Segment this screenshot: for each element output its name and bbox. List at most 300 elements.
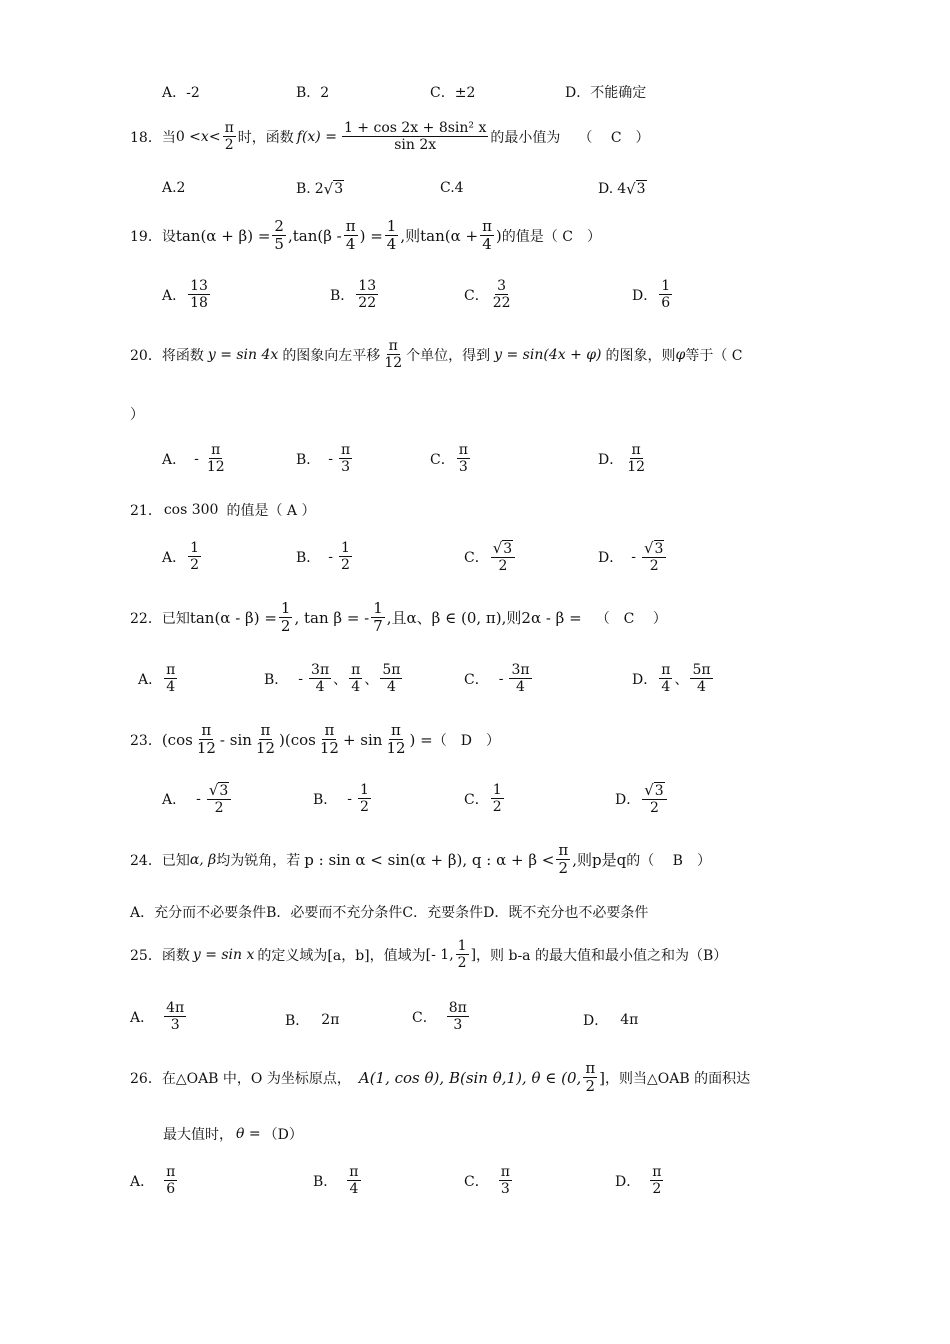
q19-b-label: B． xyxy=(330,287,355,304)
q26-c-frac xyxy=(499,1164,512,1197)
q20-c-d: 3 xyxy=(458,459,468,476)
q19-expr-3: ) = xyxy=(359,226,383,245)
q22-d-frac-2 xyxy=(690,662,712,695)
q18-text: 当 xyxy=(161,129,176,146)
q23-d-label: D． xyxy=(615,792,641,809)
q19-expr-1: tan(α + β) = xyxy=(175,226,271,245)
q24-expr-3: ,则p是q xyxy=(572,851,627,870)
q22-c-frac xyxy=(509,662,531,695)
q21-option-d xyxy=(598,540,668,574)
q20-c-frac xyxy=(457,442,470,475)
q21-a-n: 1 xyxy=(190,540,200,556)
q22-options xyxy=(0,662,950,702)
q19-f2d: 4 xyxy=(386,235,397,254)
q20-option-d xyxy=(598,442,649,475)
q26-d-d: 2 xyxy=(652,1181,662,1198)
q19-frac-2-5 xyxy=(272,218,286,254)
q26-a-d: 6 xyxy=(166,1181,176,1198)
q23-frac-4 xyxy=(384,722,407,758)
q22-b-sep-1: 、 xyxy=(333,671,348,688)
q19-option-b xyxy=(330,278,380,311)
q20-fn: π xyxy=(388,338,398,354)
q23-part-4: + sin xyxy=(342,730,383,749)
q25-expr-2: [- 1, xyxy=(425,946,454,963)
q25-expr-1: y = sin x xyxy=(192,946,255,963)
q20-phi: φ xyxy=(675,346,686,363)
q25-option-d xyxy=(583,1010,638,1030)
q19-option-d xyxy=(632,278,674,311)
q26-b-d: 4 xyxy=(349,1181,359,1198)
q18-option-b-radicand: 3 xyxy=(334,181,344,197)
sqrt-icon: √ 3 xyxy=(626,180,646,198)
q19-pi: π xyxy=(345,217,356,235)
q22-a-d: 4 xyxy=(166,679,176,696)
q22-b-sep-2: 、 xyxy=(364,671,379,688)
q21-stem xyxy=(130,500,315,520)
q22-b3d: 4 xyxy=(386,679,396,696)
q23-options xyxy=(0,782,950,822)
q20-a-d: 12 xyxy=(206,459,225,476)
q26-expr-3: θ = xyxy=(236,1126,261,1142)
q18-cond-x: x xyxy=(200,128,209,145)
q19-frac-pi-4 xyxy=(344,218,358,254)
q20-b-sign: - xyxy=(328,450,334,467)
q25-c-label: C． xyxy=(412,1009,437,1026)
q19-c-label: C． xyxy=(464,287,489,304)
q17-option-c: C．±2 xyxy=(430,85,476,101)
q22-c-d: 4 xyxy=(516,679,525,696)
q19-option-c xyxy=(464,278,515,311)
q22-b-sign: - xyxy=(298,670,304,687)
q19-a-n: 13 xyxy=(190,278,208,294)
q22-d-label: D． xyxy=(632,671,658,688)
q19-pi-b: π xyxy=(482,217,492,235)
q26-expr-1: A(1, cos θ), B(sin θ,1), θ ∈ (0, xyxy=(358,1068,582,1087)
q25-fn: 1 xyxy=(457,938,467,954)
q20-d-n: π xyxy=(631,442,641,458)
q23-frac-3 xyxy=(318,722,341,758)
q24-expr-2: p : sin α < sin(α + β), q : α + β < xyxy=(304,850,555,869)
q25-a-n: 4π xyxy=(166,1000,185,1016)
q21-c-label: C． xyxy=(464,550,489,567)
q24-options: A．充分而不必要条件B．必要而不充分条件C．充要条件D．既不充分也不必要条件 xyxy=(130,905,649,921)
q18-fx: f(x) = xyxy=(296,128,337,145)
q21-a-d: 2 xyxy=(190,557,200,574)
q23-part-5: ) = xyxy=(409,730,433,749)
q25-option-a xyxy=(130,1000,188,1033)
q23-a-sign: - xyxy=(196,791,201,808)
q24-text-3: 的（ B ） xyxy=(626,852,711,869)
q19-a-label: A． xyxy=(162,287,187,304)
q20-b-d: 3 xyxy=(341,459,351,476)
q26-options xyxy=(0,1164,950,1204)
q21-b-frac xyxy=(339,540,352,573)
q19-expr-5: tan(α + xyxy=(420,226,479,245)
q24-fd: 2 xyxy=(558,859,569,878)
q22-a-frac xyxy=(164,662,177,695)
q26-b-frac xyxy=(347,1164,360,1197)
q18-option-b-label: B. xyxy=(296,181,311,197)
q20-fd: 12 xyxy=(384,355,403,372)
q26-frac-pi-2 xyxy=(583,1060,597,1096)
q21-expr: cos 300 xyxy=(163,502,219,518)
q21-d-radicand: 3 xyxy=(654,541,664,557)
q19-c-d: 22 xyxy=(492,295,511,312)
q25-option-b xyxy=(285,1010,339,1030)
q22-c-n: 3π xyxy=(511,662,530,678)
q19-a-frac xyxy=(188,278,210,311)
q19-stem xyxy=(130,218,601,254)
q17-option-d: D．不能确定 xyxy=(565,85,647,101)
q19-four-b: 4 xyxy=(482,235,492,254)
q25-number: 25． xyxy=(130,947,162,964)
q23-f4n: π xyxy=(391,721,401,739)
q22-b2d: 4 xyxy=(351,679,361,696)
q21-b-label: B． xyxy=(296,549,321,566)
q18-answer: （ C ） xyxy=(578,129,650,146)
q25-options xyxy=(0,1000,950,1040)
q23-c-n: 1 xyxy=(492,782,502,798)
q17-option-a: A．-2 xyxy=(162,85,200,101)
q26-text-3: 最大值时， xyxy=(163,1127,233,1143)
q23-a-frac xyxy=(207,782,231,816)
q24-fn: π xyxy=(558,841,569,859)
q23-c-frac xyxy=(491,782,504,815)
q22-answer: （ C ） xyxy=(595,610,667,627)
q20-a-sign: - xyxy=(194,450,199,467)
q19-f1n: 2 xyxy=(274,217,284,235)
q18-function-fraction xyxy=(342,120,488,153)
q26-option-a xyxy=(130,1164,179,1197)
q21-c-frac xyxy=(491,540,515,574)
q23-option-d xyxy=(615,782,669,816)
q19-f2n: 1 xyxy=(386,217,397,235)
q18-option-b-coef: 2 xyxy=(314,181,324,197)
q19-d-d: 6 xyxy=(661,295,671,312)
q22-d-frac-1 xyxy=(659,662,672,695)
q22-option-a xyxy=(138,662,179,695)
q18-frac-den: 2 xyxy=(224,137,234,154)
q21-number: 21． xyxy=(130,503,162,519)
q26-c-label: C． xyxy=(464,1173,489,1190)
q18-option-b xyxy=(296,180,344,198)
q19-text: 设 xyxy=(161,228,176,245)
q22-frac-1-7 xyxy=(371,600,385,636)
q23-d-d: 2 xyxy=(650,800,659,817)
q25-b-label: B． xyxy=(285,1013,310,1029)
q21-d-d: 2 xyxy=(649,558,659,575)
q22-b1d: 4 xyxy=(315,679,325,696)
q24-frac-pi-2 xyxy=(556,842,570,878)
q22-b-frac-3 xyxy=(380,662,402,695)
q20-options xyxy=(0,442,950,482)
q20-text-2: 的图象向左平移 xyxy=(282,347,381,364)
q26-text-2: ，则当△OAB 的面积达 xyxy=(605,1070,751,1087)
q25-d-value: 4π xyxy=(620,1012,639,1028)
q25-expr-3: ] xyxy=(470,946,477,963)
q22-frac-1-2 xyxy=(279,600,293,636)
q26-a-n: π xyxy=(166,1164,176,1180)
q23-b-n: 1 xyxy=(360,782,369,798)
q21-a-frac xyxy=(188,540,201,573)
q22-option-d xyxy=(632,662,715,695)
q21-c-radicand: 3 xyxy=(503,541,513,557)
q25-text: 函数 xyxy=(161,947,190,964)
q22-b-frac-1 xyxy=(309,662,331,695)
q20-c-label: C． xyxy=(430,451,455,468)
q26-b-label: B． xyxy=(313,1173,338,1190)
q23-number: 23． xyxy=(130,732,162,749)
q20-number: 20． xyxy=(130,347,162,364)
q23-b-d: 2 xyxy=(360,799,369,816)
q26-a-label: A． xyxy=(130,1173,155,1190)
q20-a-n: π xyxy=(211,442,221,458)
q22-option-c xyxy=(464,662,534,695)
q19-expr-4: ,则 xyxy=(400,227,421,246)
q18-text-3: 的最小值为 xyxy=(490,129,561,146)
q26-c-d: 3 xyxy=(500,1181,510,1198)
q25-text-3: ，则 b-a 的最大值和最小值之和为（B） xyxy=(476,947,728,964)
q19-c-n: 3 xyxy=(497,278,507,294)
sqrt-icon: √3 xyxy=(491,540,515,558)
q18-cond: 0 < xyxy=(175,128,201,145)
q22-d2n: 5π xyxy=(692,662,711,678)
q23-a-radicand: 3 xyxy=(219,783,229,799)
q23-part-2: - sin xyxy=(219,730,252,749)
sqrt-icon: √3 xyxy=(642,782,666,800)
q18-options xyxy=(0,170,950,210)
q19-expr-6: ) xyxy=(495,226,502,245)
q19-number: 19． xyxy=(130,228,162,245)
q22-number: 22． xyxy=(130,610,162,627)
q19-d-label: D． xyxy=(632,287,658,304)
q20-option-a xyxy=(162,442,229,475)
q19-text-2: 的值是（ C ） xyxy=(501,228,601,245)
q25-b-value: 2π xyxy=(321,1012,340,1028)
q23-frac-2 xyxy=(254,722,277,758)
q26-fn: π xyxy=(585,1059,596,1077)
q19-b-n: 13 xyxy=(358,278,377,294)
q25-fd: 2 xyxy=(457,955,467,972)
q18-pi-over-2 xyxy=(223,120,236,153)
q21-text: 的值是（ A ） xyxy=(226,503,316,519)
q20-text-5: 等于（ C xyxy=(685,347,743,364)
q25-stem xyxy=(130,938,727,971)
q26-option-b xyxy=(313,1164,363,1197)
q26-stem xyxy=(130,1060,750,1096)
q21-d-label: D． xyxy=(598,550,624,567)
q19-b-frac xyxy=(356,278,378,311)
q22-a-n: π xyxy=(166,662,176,678)
q21-d-frac xyxy=(642,540,666,574)
q23-part-3: )(cos xyxy=(279,730,316,749)
q26-text: 在△OAB 中，O 为坐标原点， xyxy=(161,1070,351,1087)
q26-expr-2: ] xyxy=(599,1068,606,1087)
q24-text-2: 均为锐角，若 xyxy=(216,852,301,869)
q23-option-a xyxy=(162,782,233,816)
q18-number: 18． xyxy=(130,129,162,146)
q19-option-a xyxy=(162,278,212,311)
q23-f1n: π xyxy=(201,721,212,739)
q18-option-d-radicand: 3 xyxy=(636,181,646,197)
q23-stem xyxy=(130,722,500,758)
q23-option-c xyxy=(464,782,506,815)
q25-option-c xyxy=(412,1000,471,1033)
q23-d-frac xyxy=(642,782,666,816)
q26-fd: 2 xyxy=(585,1077,596,1096)
q23-d-radicand: 3 xyxy=(654,783,664,799)
q17-options xyxy=(0,72,950,112)
q26-c-n: π xyxy=(500,1164,510,1180)
q20-stem xyxy=(130,338,743,371)
q22-d1n: π xyxy=(661,662,671,678)
q22-f2n: 1 xyxy=(373,599,383,617)
q23-answer: （ D ） xyxy=(432,732,500,749)
q20-b-label: B． xyxy=(296,451,321,468)
q25-frac-1-2 xyxy=(456,938,469,971)
q25-a-label: A． xyxy=(130,1009,155,1026)
q18-text-2: 时，函数 xyxy=(237,129,294,146)
q22-stem xyxy=(130,600,667,636)
q21-option-a xyxy=(162,540,203,573)
q17-option-b: B．2 xyxy=(296,85,330,101)
q22-expr-3: ,且α、β ∈ (0, π),则2α - β = xyxy=(386,609,582,628)
q18-option-d-label: D. xyxy=(598,181,614,197)
q20-text-3: 个单位，得到 xyxy=(406,347,491,364)
q19-a-d: 18 xyxy=(190,295,208,312)
q22-option-b xyxy=(264,662,404,695)
q19-f1d: 5 xyxy=(274,235,284,254)
q22-b3n: 5π xyxy=(382,662,401,678)
q22-c-label: C． xyxy=(464,671,489,688)
q23-a-label: A． xyxy=(162,792,187,809)
q23-b-label: B． xyxy=(313,791,338,808)
q20-expr-2: y = sin(4x + φ) xyxy=(494,346,602,363)
q21-b-n: 1 xyxy=(341,540,350,556)
q23-f1d: 12 xyxy=(196,739,216,758)
q22-c-sign: - xyxy=(498,670,504,687)
q19-four: 4 xyxy=(345,235,356,254)
q26-d-frac xyxy=(650,1164,663,1197)
q23-f4d: 12 xyxy=(386,739,406,758)
q20-d-frac xyxy=(625,442,647,475)
q23-option-b xyxy=(313,782,373,815)
q21-a-label: A． xyxy=(162,549,187,566)
q20-text: 将函数 xyxy=(161,347,204,364)
q23-f2n: π xyxy=(260,721,271,739)
q21-option-b xyxy=(296,540,354,573)
q23-frac-1 xyxy=(195,722,218,758)
q20-d-d: 12 xyxy=(627,459,646,476)
q24-stem xyxy=(130,842,711,878)
q24-text: 已知 xyxy=(161,852,190,869)
q22-text: 已知 xyxy=(161,610,190,627)
q23-c-d: 2 xyxy=(492,799,502,816)
q22-expr-1: tan(α - β) = xyxy=(189,608,277,627)
q23-f3d: 12 xyxy=(319,739,339,758)
q18-option-d xyxy=(598,180,647,198)
q22-d-sep: 、 xyxy=(674,671,689,688)
q20-b-frac xyxy=(339,442,352,475)
q23-a-d: 2 xyxy=(214,800,224,817)
q20-c-n: π xyxy=(458,442,468,458)
q23-b-sign: - xyxy=(347,790,353,807)
q21-b-d: 2 xyxy=(341,557,350,574)
q19-frac-1-4 xyxy=(385,218,399,254)
q21-c-d: 2 xyxy=(498,558,508,575)
sqrt-icon: √3 xyxy=(207,782,231,800)
q20-expr-1: y = sin 4x xyxy=(207,346,279,363)
q26-d-label: D． xyxy=(615,1173,641,1190)
q20-d-label: D． xyxy=(598,451,624,468)
q24-number: 24． xyxy=(130,852,162,869)
q18-frac-num: π xyxy=(224,120,234,136)
q25-a-frac xyxy=(164,1000,186,1033)
q22-b-label: B． xyxy=(264,671,289,688)
q19-b-d: 22 xyxy=(358,295,377,312)
q23-b-frac xyxy=(358,782,371,815)
q25-text-2: 的定义域为[a，b]，值域为 xyxy=(257,947,426,964)
q18-cond-r: < xyxy=(208,128,221,145)
q22-f2d: 7 xyxy=(373,617,383,636)
q20-option-b xyxy=(296,442,354,475)
q26-option-d xyxy=(615,1164,665,1197)
q22-b-frac-2 xyxy=(349,662,362,695)
q25-a-d: 3 xyxy=(170,1017,180,1034)
q18-stem xyxy=(130,120,650,153)
q21-options xyxy=(0,540,950,580)
q25-d-label: D． xyxy=(583,1013,609,1029)
q26-d-n: π xyxy=(652,1164,662,1180)
q19-c-frac xyxy=(491,278,513,311)
q26-number: 26． xyxy=(130,1070,162,1087)
q23-f3n: π xyxy=(324,721,335,739)
q19-d-frac xyxy=(659,278,672,311)
q26-b-n: π xyxy=(349,1164,359,1180)
q21-d-sign: - xyxy=(631,549,636,566)
q23-f2d: 12 xyxy=(255,739,275,758)
q21-b-sign: - xyxy=(328,548,334,565)
q19-expr-2: ,tan(β - xyxy=(287,226,342,245)
q20-frac-pi-12 xyxy=(382,338,404,371)
q19-d-n: 1 xyxy=(661,278,671,294)
q26-answer: （D） xyxy=(263,1127,303,1143)
q18-func-den: sin 2x xyxy=(394,137,437,154)
sqrt-icon: √3 xyxy=(642,540,666,558)
q18-func-num: 1 + cos 2x + 8sin² x xyxy=(343,120,487,136)
q18-option-d-coef: 4 xyxy=(617,181,627,197)
q19-options xyxy=(0,278,950,318)
q20-b-n: π xyxy=(341,442,351,458)
q20-a-frac xyxy=(205,442,227,475)
q24-expr-1: α, β xyxy=(189,851,217,868)
q23-part-1: (cos xyxy=(161,730,193,749)
q22-f1d: 2 xyxy=(280,617,291,636)
q26-a-frac xyxy=(164,1164,177,1197)
q22-b2n: π xyxy=(351,662,361,678)
q19-frac-pi-4-b xyxy=(480,218,494,254)
q20-option-c xyxy=(430,442,472,475)
q22-d1d: 4 xyxy=(661,679,671,696)
q23-c-label: C． xyxy=(464,791,489,808)
q21-option-c xyxy=(464,540,517,574)
q22-b1n: 3π xyxy=(311,662,330,678)
q25-c-frac xyxy=(447,1000,469,1033)
q22-expr-2: , tan β = - xyxy=(294,608,370,627)
q20-close-paren: ） xyxy=(130,407,144,423)
q20-a-label: A． xyxy=(162,451,187,468)
q20-text-4: 的图象，则 xyxy=(605,347,676,364)
